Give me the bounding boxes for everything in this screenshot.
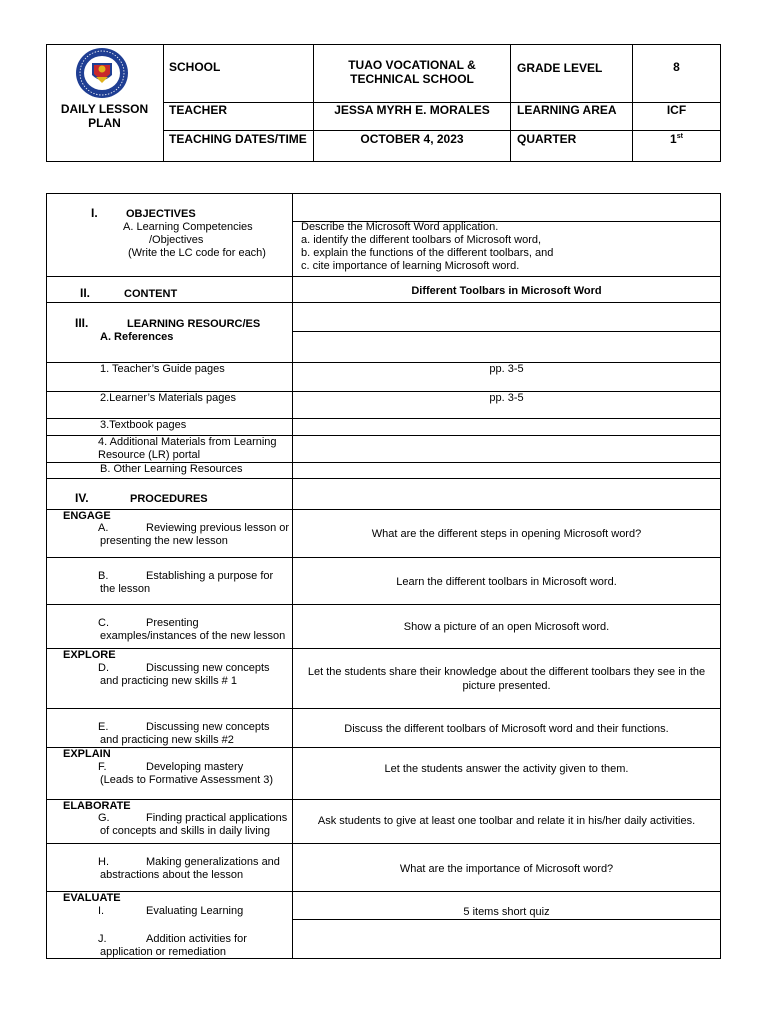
objectives-desc-line1: Describe the Microsoft Word application.	[301, 221, 499, 233]
quarter-value	[633, 133, 720, 146]
procedure-label-line2: abstractions about the lesson	[100, 869, 244, 881]
phase-explore: EXPLORE	[63, 649, 116, 661]
procedure-value: Discuss the different toolbars of Microsoft word and their functions.	[344, 723, 669, 735]
additional-line1: 4. Additional Materials from Learning	[98, 436, 277, 448]
tb-label: 3.Textbook pages	[100, 419, 187, 431]
procedure-letter: E.	[98, 721, 109, 733]
phase-explain: EXPLAIN	[63, 748, 111, 760]
procedure-label-line1: Finding practical applications	[146, 812, 288, 824]
procedure-value: Show a picture of an open Microsoft word.	[403, 621, 610, 633]
school-label: SCHOOL	[169, 60, 221, 74]
lm-value: pp. 3-5	[489, 392, 524, 404]
phase-elaborate: ELABORATE	[63, 800, 131, 812]
procedures-title: PROCEDURES	[130, 493, 208, 505]
procedure-label-line2: (Leads to Formative Assessment 3)	[100, 774, 274, 786]
quarter-label: QUARTER	[517, 132, 577, 146]
school-value	[314, 58, 510, 86]
procedure-label-line2: of concepts and skills in daily living	[100, 825, 270, 837]
procedure-label-line1: Developing mastery	[146, 761, 244, 773]
objectives-a-line1: A. Learning Competencies	[123, 221, 253, 233]
lm-label: 2.Learner’s Materials pages	[100, 392, 236, 404]
procedure-label-line2: examples/instances of the new lesson	[100, 630, 286, 642]
phase-evaluate: EVALUATE	[63, 892, 121, 904]
objectives-desc-line4: c. cite importance of learning Microsoft word.	[301, 260, 520, 272]
objectives-desc-line2: a. identify the different toolbars of Microsoft word,	[301, 234, 542, 246]
procedure-label-line2: and practicing new skills #2	[100, 734, 234, 746]
quarter-suffix: st	[676, 133, 683, 140]
procedure-label-line2: application or remediation	[100, 946, 226, 958]
doc-title	[46, 102, 163, 130]
objectives-num: I.	[91, 206, 98, 220]
objectives-a-line3: (Write the LC code for each)	[128, 247, 266, 259]
procedure-label-line1: Discussing new concepts	[146, 721, 270, 733]
procedure-letter: A.	[98, 522, 109, 534]
procedure-label-line1: Presenting	[146, 617, 199, 629]
dates-label: TEACHING DATES/TIME	[169, 132, 307, 146]
school-value-line1: TUAO VOCATIONAL &	[348, 58, 476, 72]
other-resources: B. Other Learning Resources	[100, 463, 243, 475]
procedure-label-line2: presenting the new lesson	[100, 535, 228, 547]
procedure-letter: G.	[98, 812, 110, 824]
additional-line2: Resource (LR) portal	[98, 449, 201, 461]
deped-seal-icon	[70, 47, 134, 99]
doc-title-line1: DAILY LESSON	[60, 102, 149, 116]
procedure-value: Ask students to give at least one toolbar and relate it in his/her daily activities.	[317, 815, 696, 827]
tg-value: pp. 3-5	[489, 363, 524, 375]
procedure-letter: C.	[98, 617, 109, 629]
procedure-value: What are the importance of Microsoft word?	[399, 863, 614, 875]
procedure-letter: D.	[98, 662, 109, 674]
procedures-num: IV.	[75, 491, 89, 505]
dates-value: OCTOBER 4, 2023	[360, 132, 464, 146]
procedure-letter: F.	[98, 761, 107, 773]
phase-engage: ENGAGE	[63, 510, 111, 522]
quarter-number: 1	[670, 132, 677, 146]
resources-references: A. References	[100, 331, 174, 343]
objectives-title: OBJECTIVES	[126, 208, 196, 220]
procedure-label-line1: Evaluating Learning	[146, 905, 244, 917]
procedure-label-line1: Making generalizations and	[146, 856, 280, 868]
objectives-a-line2: /Objectives	[149, 234, 204, 246]
procedure-label-line2: and practicing new skills # 1	[100, 675, 237, 687]
teacher-value: JESSA MYRH E. MORALES	[334, 103, 490, 117]
area-value: ICF	[666, 103, 687, 117]
procedure-value-line2: picture presented.	[462, 680, 551, 692]
procedure-letter: H.	[98, 856, 109, 868]
doc-title-line2: PLAN	[88, 116, 121, 130]
procedure-label-line1: Addition activities for	[146, 933, 247, 945]
area-label: LEARNING AREA	[517, 103, 617, 117]
content-num: II.	[80, 286, 91, 300]
procedure-letter: J.	[98, 933, 107, 945]
procedure-label-line1: Establishing a purpose for	[146, 570, 274, 582]
procedure-value: Learn the different toolbars in Microsoft word.	[396, 576, 617, 588]
procedure-label-line1: Discussing new concepts	[146, 662, 270, 674]
grade-label: GRADE LEVEL	[517, 61, 603, 75]
procedure-value: What are the different steps in opening Microsoft word?	[371, 528, 642, 540]
content-value: Different Toolbars in Microsoft Word	[411, 285, 602, 297]
procedure-letter: B.	[98, 570, 109, 582]
grade-value: 8	[673, 60, 680, 74]
resources-title: LEARNING RESOURC/ES	[127, 318, 261, 330]
resources-num: III.	[75, 316, 89, 330]
procedure-letter: I.	[98, 905, 105, 917]
procedure-value: 5 items short quiz	[463, 906, 550, 918]
procedure-label-line2: the lesson	[100, 583, 151, 595]
procedure-value: Let the students share their knowledge about the different toolbars they see in the	[307, 666, 706, 678]
content-title: CONTENT	[124, 288, 178, 300]
procedure-label-line1: Reviewing previous lesson or	[146, 522, 290, 534]
school-value-line2: TECHNICAL SCHOOL	[350, 72, 474, 86]
teacher-label: TEACHER	[169, 103, 228, 117]
objectives-desc-line3: b. explain the functions of the different toolbars, and	[301, 247, 554, 259]
procedure-value: Let the students answer the activity given to them.	[384, 763, 629, 775]
tg-label: 1. Teacher’s Guide pages	[100, 363, 225, 375]
